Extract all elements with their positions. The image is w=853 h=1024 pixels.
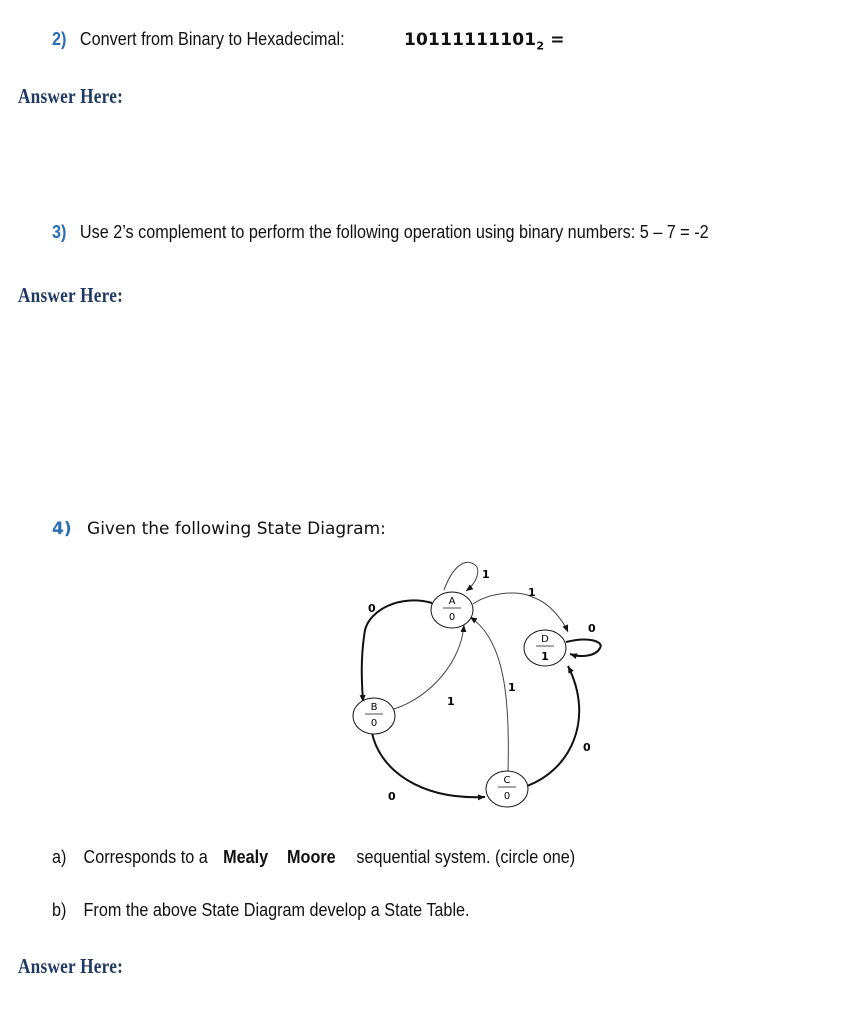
- transition-a-to-b: [362, 600, 432, 702]
- label-c-to-a: 1: [508, 681, 516, 694]
- binary-digits: 10111111101: [404, 30, 537, 50]
- transition-a-to-d: [473, 593, 568, 632]
- state-b: [353, 698, 395, 734]
- label-a-self: 1: [482, 568, 490, 581]
- state-c-output: 0: [503, 791, 511, 802]
- question-b-label: b): [52, 900, 67, 920]
- question-b: [52, 900, 470, 921]
- label-a-to-d: 1: [528, 586, 536, 599]
- question-a: [52, 847, 575, 868]
- state-d: [524, 630, 566, 666]
- state-c: [486, 771, 528, 807]
- state-a-output: 0: [448, 612, 456, 623]
- question-4-number: 4): [52, 519, 72, 539]
- state-d-output: 1: [541, 650, 549, 663]
- question-a-prefix: Corresponds to a: [83, 847, 208, 867]
- transition-a-self: [444, 562, 478, 591]
- question-4-text: Given the following State Diagram:: [87, 519, 386, 539]
- transition-d-self: [566, 640, 601, 656]
- state-a-name: A: [448, 596, 456, 607]
- transition-c-to-a: [470, 617, 508, 772]
- question-2-text: Convert from Binary to Hexadecimal:: [79, 29, 345, 49]
- transition-b-to-c: [372, 733, 485, 797]
- transition-c-to-d: [527, 666, 579, 786]
- label-c-to-d: 0: [583, 741, 591, 754]
- label-d-self: 0: [588, 622, 596, 635]
- question-2-number: 2): [52, 29, 67, 49]
- option-mealy[interactable]: Mealy: [223, 847, 269, 867]
- label-b-to-a: 1: [447, 695, 455, 708]
- answer-label-2: Answer Here:: [18, 283, 124, 307]
- state-b-output: 0: [370, 718, 378, 729]
- answer-label-1: Answer Here:: [18, 84, 124, 108]
- binary-subscript: 2: [536, 39, 545, 53]
- state-b-name: B: [370, 702, 378, 713]
- question-3-number: 3): [52, 222, 67, 242]
- state-a: [431, 592, 473, 628]
- question-3-text: Use 2’s complement to perform the following operation using binary numbers: 5 – 7 = -2: [79, 222, 709, 242]
- label-b-to-c: 0: [388, 790, 396, 803]
- state-c-name: C: [503, 775, 511, 786]
- question-a-label: a): [52, 847, 67, 867]
- answer-label-3: Answer Here:: [18, 954, 124, 978]
- label-a-to-b: 0: [368, 602, 376, 615]
- option-moore[interactable]: Moore: [287, 847, 336, 867]
- question-b-text: From the above State Diagram develop a State Table.: [83, 900, 470, 920]
- question-a-suffix: sequential system. (circle one): [356, 847, 576, 867]
- state-d-name: D: [541, 634, 549, 645]
- binary-equals: =: [544, 30, 565, 50]
